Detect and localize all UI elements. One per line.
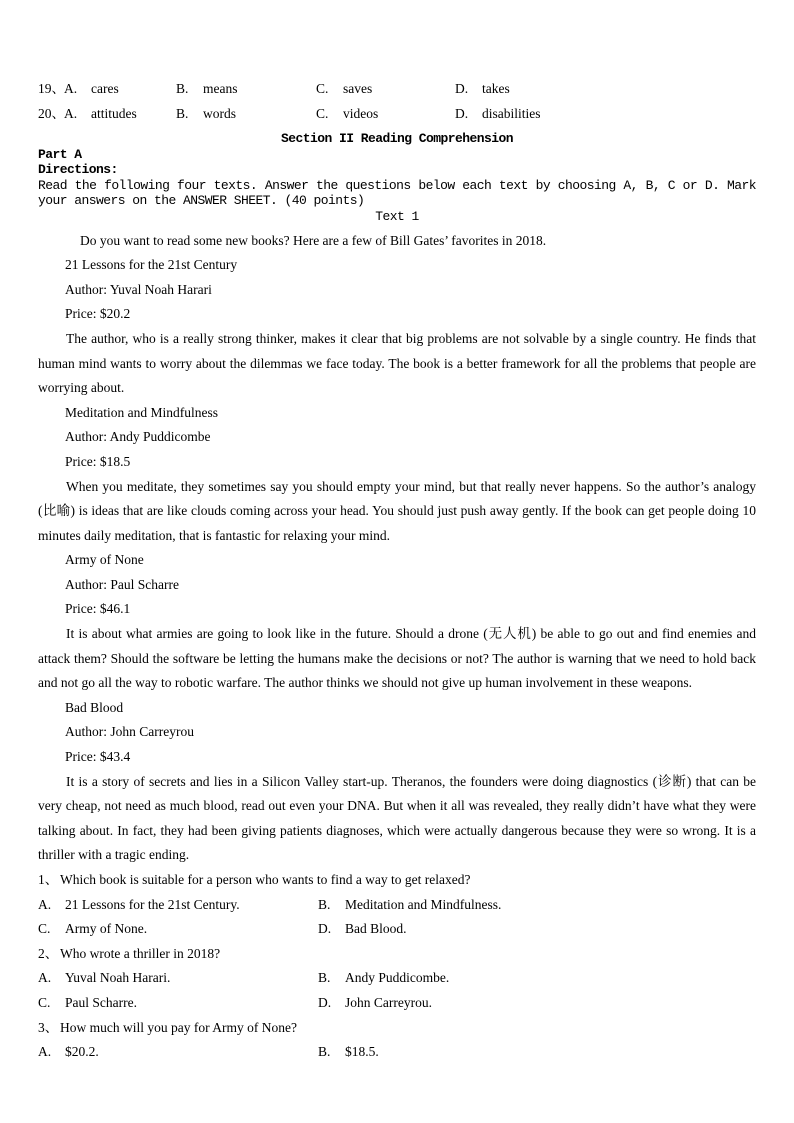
option-label: C. (316, 81, 329, 96)
book-description: It is about what armies are going to look like in the future. Should a drone (无人机) be able to go out and find enemies and attack them? Should the software be letting the humans make the decisions or not? The author is warning that we need to hold back and not go all the way to robotic warfare. The author thinks we should not give up human involvement in these weapons. (38, 626, 756, 691)
option-a (38, 966, 318, 991)
option-text: Andy Puddicombe. (345, 970, 450, 986)
book-title: Army of None (65, 552, 144, 568)
book-price: Price: $20.2 (65, 306, 131, 322)
option-c (38, 917, 318, 942)
option-text: 21 Lessons for the 21st Century. (65, 896, 240, 912)
option-label: D. (318, 921, 332, 937)
option-label: C. (38, 994, 51, 1010)
option-text: Paul Scharre. (65, 994, 137, 1010)
question-1-options-row-1 (38, 893, 756, 918)
book-price: Price: $46.1 (65, 601, 131, 617)
option-label: B. (318, 1044, 331, 1060)
reading-question-1 (38, 868, 756, 893)
option-text: words (203, 106, 236, 121)
option-d (318, 917, 756, 942)
option-text: $20.2. (65, 1044, 99, 1060)
option-label: D. (455, 106, 469, 121)
cloze-option-d (455, 101, 756, 126)
option-text: saves (343, 81, 373, 96)
intro-paragraph: Do you want to read some new books? Here are a few of Bill Gates’ favorites in 2018. (80, 232, 547, 248)
option-label: A. (38, 896, 52, 912)
option-label: A. (38, 1044, 52, 1060)
option-b (318, 1040, 756, 1065)
option-text: takes (482, 81, 510, 96)
option-text: Yuval Noah Harari. (65, 970, 171, 986)
option-text: John Carreyrou. (345, 994, 432, 1010)
section-header-block (38, 131, 756, 225)
question-number: 3、 (38, 1019, 59, 1035)
option-label: C. (316, 106, 329, 121)
option-text: means (203, 81, 238, 96)
part-label: Part A (38, 146, 82, 162)
question-number: 1、 (38, 872, 59, 887)
question-1-options-row-2 (38, 917, 756, 942)
option-b (318, 966, 756, 991)
option-label: B. (318, 970, 331, 986)
option-text: Meditation and Mindfulness. (345, 896, 502, 912)
cloze-option-c (316, 101, 455, 126)
question-2-options-row-1 (38, 966, 756, 991)
question-3-options-row-1 (38, 1040, 756, 1065)
option-label: D. (455, 81, 469, 96)
question-text: Which book is suitable for a person who wants to find a way to get relaxed? (60, 872, 471, 887)
option-label: A. (38, 970, 52, 986)
option-text: cares (91, 81, 119, 96)
option-label: D. (318, 994, 332, 1010)
reading-question-3 (38, 1016, 756, 1041)
directions-text: Read the following four texts. Answer the questions below each text by choosing A, B, C or D. Mark your answers on the ANSWER SHEET. (40 points) (38, 177, 756, 209)
book-title: 21 Lessons for the 21st Century (65, 257, 238, 273)
cloze-option-a (64, 101, 176, 126)
cloze-option-b (176, 101, 316, 126)
cloze-option-a (64, 76, 176, 101)
section-heading: Section II Reading Comprehension (280, 131, 514, 146)
option-label: B. (318, 896, 331, 912)
option-d (318, 991, 756, 1016)
book-description: The author, who is a really strong thinker, makes it clear that big problems are not solvable by a single country. He finds that human mind wants to worry about the dilemmas we face today. The book is a better framework for all the problems that people are worrying about. (38, 330, 756, 396)
question-text: Who wrote a thriller in 2018? (60, 945, 221, 961)
option-label: A. (64, 81, 78, 96)
book-title: Meditation and Mindfulness (65, 404, 218, 420)
cloze-option-d (455, 76, 756, 101)
book-price: Price: $43.4 (65, 749, 131, 765)
option-c (38, 991, 318, 1016)
cloze-question-20 (38, 101, 756, 126)
option-text: Bad Blood. (345, 921, 407, 937)
book-author: Author: Yuval Noah Harari (65, 281, 212, 297)
reading-question-2 (38, 942, 756, 967)
question-number: 2、 (38, 945, 59, 961)
option-text: videos (343, 106, 379, 121)
option-text: Army of None. (65, 921, 148, 937)
option-label: C. (38, 921, 51, 937)
question-text: How much will you pay for Army of None? (60, 1019, 297, 1035)
option-text: attitudes (91, 106, 137, 121)
book-price: Price: $18.5 (65, 453, 131, 469)
option-text: $18.5. (345, 1044, 379, 1060)
cloze-question-number: 19、 (38, 81, 65, 96)
cloze-option-c (316, 76, 455, 101)
book-author: Author: Paul Scharre (65, 576, 179, 592)
reading-text-1 (38, 229, 756, 1065)
option-label: B. (176, 106, 189, 121)
question-2-options-row-2 (38, 991, 756, 1016)
option-a (38, 1040, 318, 1065)
directions-label: Directions: (38, 162, 118, 178)
text-heading: Text 1 (375, 208, 419, 224)
option-label: B. (176, 81, 189, 96)
book-title: Bad Blood (65, 699, 124, 715)
cloze-option-b (176, 76, 316, 101)
option-text: disabilities (482, 106, 541, 121)
option-a (38, 893, 318, 918)
cloze-question-19 (38, 76, 756, 101)
book-author: Author: Andy Puddicombe (65, 429, 211, 445)
option-label: A. (64, 106, 78, 121)
book-author: Author: John Carreyrou (65, 724, 194, 740)
book-description: When you meditate, they sometimes say you should empty your mind, but that really never happens. So the author’s analogy (比喻) is ideas that are like clouds coming across your head. You should just push away gently. If the book can get people doing 10 minutes daily meditation, that is fantastic for relaxing your mind. (38, 478, 756, 543)
cloze-question-number: 20、 (38, 106, 65, 121)
option-b (318, 893, 756, 918)
book-description: It is a story of secrets and lies in a Silicon Valley start-up. Theranos, the founders were doing diagnostics (诊断) that can be very cheap, not need as much blood, read out even your DNA. But when it all was revealed, they really didn’t have what they were talking about. In fact, they had been giving patients diagnoses, which were actually dangerous because they were so wrong. It is a thriller with a tragic ending. (38, 773, 756, 863)
